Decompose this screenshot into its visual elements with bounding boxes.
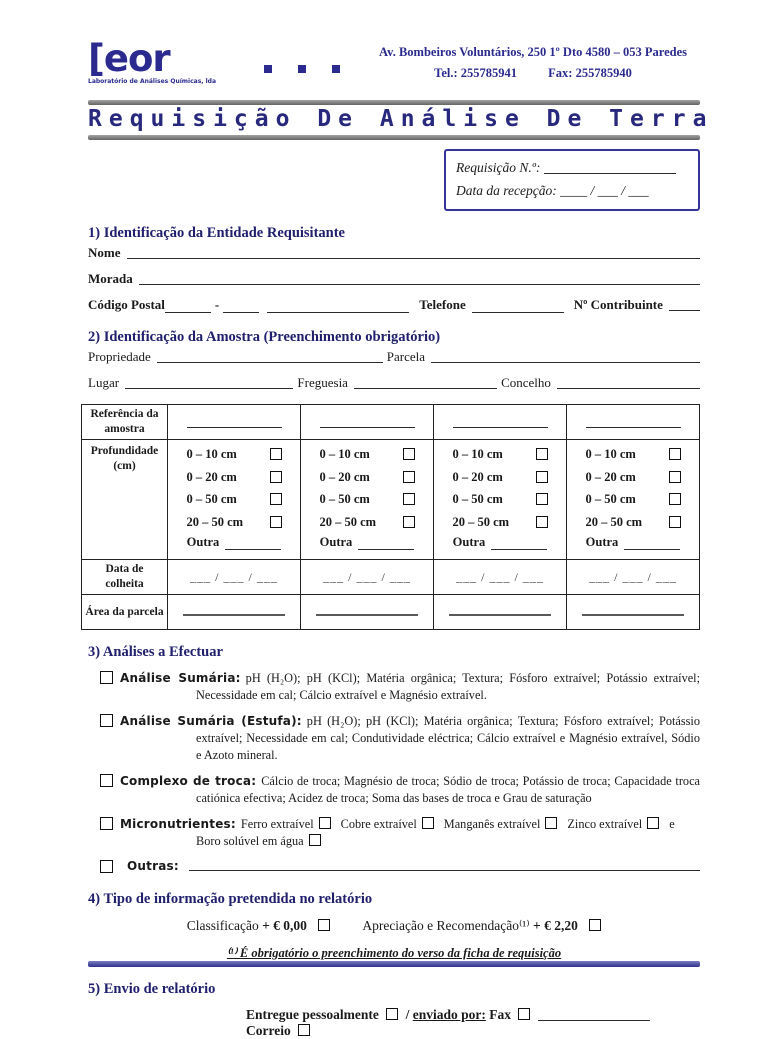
- micronutrient-option: Cobre extraível: [340, 817, 417, 831]
- analysis-estufa-text: pH (H₂O); pH (KCl); Matéria orgânica; Textura; Fósforo extraível; Potássio extraível; Necessidade em cal; Condutividade eléctrica; Cálcio extraível e Magnésio extraível, Sódio e Azoto mineral.: [196, 714, 700, 762]
- postal-code-separator: -: [214, 297, 220, 312]
- micronutrient-checkbox[interactable]: [319, 817, 331, 829]
- classification-price: + € 0,00: [262, 918, 307, 933]
- depth-option-label: 0 – 10 cm: [186, 447, 237, 461]
- depth-option-label: 0 – 50 cm: [585, 492, 636, 506]
- delivery-separator: /: [405, 1007, 410, 1022]
- depth-checkbox[interactable]: [270, 493, 282, 505]
- sample-ref-header: Referência da amostra: [82, 405, 168, 440]
- parish-label: Freguesia: [297, 375, 348, 390]
- section3-heading: 3) Análises a Efectuar: [88, 644, 223, 660]
- fax-number-field[interactable]: [538, 1007, 650, 1021]
- sample-ref-field[interactable]: [187, 414, 282, 428]
- depth-option-label: 0 – 20 cm: [452, 469, 503, 484]
- depth-other-field[interactable]: [225, 536, 281, 550]
- sample-ref-field[interactable]: [320, 414, 415, 428]
- vat-field[interactable]: [669, 301, 700, 311]
- analysis-micronutrientes-label: Micronutrientes:: [120, 817, 236, 831]
- footnote: ⁽¹⁾ É obrigatório o preenchimento do verso da ficha de requisição: [226, 946, 562, 960]
- place-field[interactable]: [125, 379, 293, 389]
- parcel-area-field[interactable]: [449, 612, 551, 616]
- depth-other-field[interactable]: [358, 536, 414, 550]
- micronutrient-checkbox[interactable]: [422, 817, 434, 829]
- personal-delivery-label: Entregue pessoalmente: [246, 1007, 379, 1022]
- postal-locality-field[interactable]: [267, 299, 409, 313]
- depth-option-label: 0 – 20 cm: [186, 469, 237, 484]
- micronutrient-option: Zinco extraível: [567, 817, 643, 831]
- depth-other-label: Outra: [319, 535, 353, 549]
- depth-option-label: 0 – 50 cm: [186, 492, 237, 506]
- harvest-date-header: Data de colheita: [82, 560, 168, 595]
- depth-option-label: 0 – 10 cm: [319, 447, 370, 461]
- parcel-area-cell: [168, 595, 301, 630]
- parcel-label: Parcela: [386, 349, 426, 364]
- place-label: Lugar: [88, 375, 120, 390]
- analysis-complexo-checkbox[interactable]: [100, 774, 113, 787]
- fax-checkbox[interactable]: [518, 1008, 530, 1020]
- micronutrient-checkbox[interactable]: [647, 817, 659, 829]
- personal-delivery-checkbox[interactable]: [386, 1008, 398, 1020]
- depth-checkbox[interactable]: [270, 516, 282, 528]
- depth-option-label: 20 – 50 cm: [585, 514, 643, 529]
- section5-heading: 5) Envio de relatório: [88, 981, 216, 997]
- depth-header: Profundidade (cm): [82, 440, 168, 560]
- depth-option-label: 20 – 50 cm: [186, 514, 244, 529]
- depth-checkbox[interactable]: [536, 516, 548, 528]
- depth-other-field[interactable]: [624, 536, 680, 550]
- municipality-label: Concelho: [501, 375, 551, 390]
- depth-cell: [434, 440, 567, 560]
- parcel-field[interactable]: [431, 353, 700, 363]
- analysis-item-outras: [100, 859, 700, 873]
- depth-checkbox[interactable]: [669, 448, 681, 460]
- reception-date-label: Data da recepção:: [456, 183, 557, 198]
- depth-option-label: 0 – 20 cm: [319, 469, 370, 484]
- sample-ref-cell: [301, 405, 434, 440]
- recommendation-option-label: Apreciação e Recomendação⁽¹⁾: [362, 918, 530, 933]
- depth-checkbox[interactable]: [403, 471, 415, 483]
- depth-checkbox[interactable]: [270, 471, 282, 483]
- parish-field[interactable]: [354, 379, 497, 389]
- request-number-label: Requisição N.º:: [456, 160, 541, 175]
- bottom-rule: [88, 961, 700, 967]
- eor-logo: [88, 37, 217, 85]
- address-label: Morada: [88, 271, 133, 286]
- analysis-item-micronutrientes: [88, 816, 700, 850]
- depth-other-label: Outra: [585, 535, 619, 549]
- depth-other-label: Outra: [186, 535, 220, 549]
- depth-checkbox[interactable]: [669, 493, 681, 505]
- depth-option-label: 0 – 20 cm: [585, 469, 636, 484]
- parcel-area-cell: [434, 595, 567, 630]
- property-field[interactable]: [157, 353, 383, 363]
- depth-option-label: 0 – 50 cm: [319, 492, 370, 506]
- depth-checkbox[interactable]: [403, 448, 415, 460]
- depth-checkbox[interactable]: [403, 493, 415, 505]
- depth-cell: [567, 440, 700, 560]
- sample-table: [81, 404, 700, 630]
- depth-option-label: 0 – 10 cm: [585, 447, 636, 461]
- form-header: [88, 37, 700, 98]
- fax-option-label: Fax: [489, 1007, 512, 1022]
- municipality-field[interactable]: [557, 379, 700, 389]
- mail-checkbox[interactable]: [298, 1024, 310, 1036]
- phone-field[interactable]: [472, 299, 564, 313]
- eor-logo-caption: Laboratório de Análises Químicas, lda: [88, 78, 217, 85]
- analysis-outras-label: Outras:: [127, 859, 179, 873]
- depth-checkbox[interactable]: [403, 516, 415, 528]
- name-field[interactable]: [127, 249, 701, 259]
- harvest-date-field[interactable]: ___ / ___ / ___: [301, 560, 434, 595]
- depth-other-label: Outra: [452, 535, 486, 549]
- parcel-area-header: Área da parcela: [82, 595, 168, 630]
- micronutrient-option: Manganês extraível: [443, 817, 541, 831]
- analysis-item-sumaria-estufa: [88, 713, 700, 764]
- analysis-sumaria-text: pH (H₂O); pH (KCl); Matéria orgânica; Textura; Fósforo extraível; Potássio extraível; Necessidade em cal; Cálcio extraível e Magnésio extraível.: [196, 671, 701, 702]
- lab-phone: Tel.: 255785941: [434, 66, 518, 80]
- property-label: Propriedade: [88, 349, 151, 364]
- report-delivery-options: [246, 1007, 700, 1039]
- analysis-item-complexo: [88, 773, 700, 807]
- depth-checkbox[interactable]: [536, 448, 548, 460]
- analysis-outras-field[interactable]: [189, 861, 700, 871]
- analysis-outras-checkbox[interactable]: [100, 860, 113, 873]
- sample-ref-field[interactable]: [586, 414, 681, 428]
- depth-option-label: 0 – 10 cm: [452, 447, 503, 461]
- parcel-area-field[interactable]: [183, 612, 285, 616]
- classification-option-label: Classificação: [186, 918, 259, 933]
- analysis-micronutrientes-checkbox[interactable]: [100, 817, 113, 830]
- name-label: Nome: [88, 245, 121, 260]
- analysis-estufa-checkbox[interactable]: [100, 714, 113, 727]
- section1-heading: 1) Identificação da Entidade Requisitante: [88, 225, 345, 241]
- reception-date-field[interactable]: ____ / ___ / ___: [560, 183, 649, 198]
- classification-checkbox[interactable]: [318, 919, 330, 931]
- analysis-estufa-label: Análise Sumária (Estufa):: [120, 714, 302, 728]
- depth-cell: [301, 440, 434, 560]
- depth-checkbox[interactable]: [536, 493, 548, 505]
- sample-ref-cell: [434, 405, 567, 440]
- postal-code-field-1[interactable]: [165, 299, 211, 313]
- harvest-date-field[interactable]: ___ / ___ / ___: [168, 560, 301, 595]
- harvest-date-field[interactable]: ___ / ___ / ___: [434, 560, 567, 595]
- sample-ref-field[interactable]: [453, 414, 548, 428]
- sample-ref-cell: [567, 405, 700, 440]
- micronutrient-option: Ferro extraível: [240, 817, 314, 831]
- depth-checkbox[interactable]: [669, 516, 681, 528]
- analysis-sumaria-label: Análise Sumária:: [120, 671, 241, 685]
- title-rule-bottom: [88, 135, 700, 140]
- parcel-area-cell: [567, 595, 700, 630]
- vat-label: Nº Contribuinte: [573, 297, 663, 312]
- lab-fax: Fax: 255785940: [548, 66, 632, 80]
- depth-option-label: 20 – 50 cm: [319, 514, 377, 529]
- harvest-date-field[interactable]: ___ / ___ / ___: [567, 560, 700, 595]
- depth-checkbox[interactable]: [669, 471, 681, 483]
- sent-by-label: enviado por:: [412, 1007, 486, 1022]
- analysis-item-sumaria: [88, 670, 700, 704]
- micronutrient-checkbox[interactable]: [545, 817, 557, 829]
- analysis-sumaria-checkbox[interactable]: [100, 671, 113, 684]
- depth-other-field[interactable]: [491, 536, 547, 550]
- phone-label: Telefone: [419, 297, 466, 312]
- recommendation-checkbox[interactable]: [589, 919, 601, 931]
- section2-heading: 2) Identificação da Amostra (Preenchimento obrigatório): [88, 329, 441, 345]
- recommendation-price: + € 2,20: [533, 918, 578, 933]
- report-info-options: [88, 918, 700, 934]
- postal-code-field-2[interactable]: [223, 299, 259, 313]
- eor-logo-text: [eor: [88, 37, 170, 80]
- depth-cell: [168, 440, 301, 560]
- lab-address-block: [366, 42, 700, 84]
- parcel-area-field[interactable]: [582, 612, 684, 616]
- analysis-complexo-label: Complexo de troca:: [120, 774, 257, 788]
- depth-checkbox[interactable]: [536, 471, 548, 483]
- micronutrient-option: e Boro solúvel em água: [196, 817, 675, 848]
- sample-ref-cell: [168, 405, 301, 440]
- depth-checkbox[interactable]: [270, 448, 282, 460]
- address-field[interactable]: [139, 275, 700, 285]
- mail-option-label: Correio: [246, 1023, 291, 1038]
- section4-heading: 4) Tipo de informação pretendida no relatório: [88, 891, 373, 907]
- parcel-area-field[interactable]: [316, 612, 418, 616]
- request-number-box: [444, 149, 700, 211]
- postal-code-label: Código Postal: [88, 297, 165, 312]
- lab-address: Av. Bombeiros Voluntários, 250 1º Dto 4580 – 053 Paredes: [379, 45, 687, 59]
- depth-option-label: 0 – 50 cm: [452, 492, 503, 506]
- request-number-field[interactable]: [544, 160, 676, 174]
- depth-option-label: 20 – 50 cm: [452, 514, 510, 529]
- form-title: Requisição De Análise De Terra: [88, 106, 714, 132]
- micronutrient-checkbox[interactable]: [309, 834, 321, 846]
- parcel-area-cell: [301, 595, 434, 630]
- logo-dots-icon: [264, 60, 366, 78]
- analysis-complexo-text: Cálcio de troca; Magnésio de troca; Sódio de troca; Potássio de troca; Capacidade troca catiónica efectiva; Acidez de troca; Soma das bases de troca e Grau de saturação: [196, 774, 700, 805]
